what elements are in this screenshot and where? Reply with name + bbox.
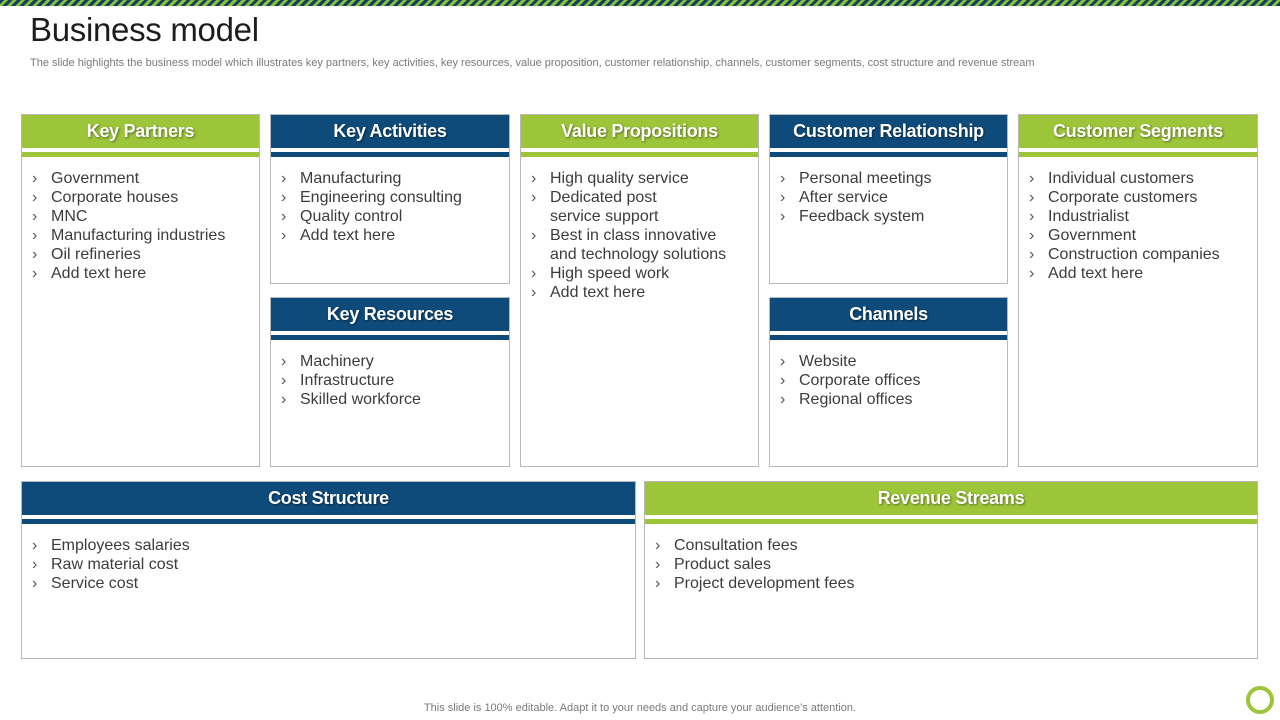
list-item (32, 207, 259, 226)
revenue-streams-list (645, 524, 1257, 593)
list-item (1029, 207, 1257, 226)
list-item-text: Corporate houses (51, 189, 179, 206)
revenue-streams-card (644, 481, 1258, 659)
list-item (1029, 245, 1257, 264)
key-partners-card (21, 114, 260, 467)
list-item (780, 390, 1007, 409)
list-item (32, 264, 259, 283)
chevron-right-icon: › (531, 170, 537, 187)
customer-segments-card (1018, 114, 1258, 467)
list-item-text: Add text here (550, 284, 646, 301)
cost-structure-heading: Cost Structure (22, 482, 635, 515)
list-item (281, 390, 509, 409)
list-item-text: Engineering consulting (300, 189, 462, 206)
customer-relationship-list (770, 157, 1007, 226)
list-item (32, 169, 259, 188)
list-item-text: Machinery (300, 353, 374, 370)
chevron-right-icon: › (655, 575, 661, 592)
list-item (780, 188, 1007, 207)
list-item (531, 283, 758, 302)
customer-segments-heading: Customer Segments (1019, 115, 1257, 148)
list-item (32, 245, 259, 264)
list-item-text: Add text here (51, 265, 147, 282)
revenue-streams-heading: Revenue Streams (645, 482, 1257, 515)
key-resources-card (270, 297, 510, 467)
list-item (281, 188, 509, 207)
list-item (281, 226, 509, 245)
list-item (780, 169, 1007, 188)
list-item-text: Add text here (1048, 265, 1144, 282)
chevron-right-icon: › (780, 372, 786, 389)
chevron-right-icon: › (1029, 189, 1035, 206)
list-item (281, 207, 509, 226)
list-item-text: Government (51, 170, 140, 187)
chevron-right-icon: › (32, 170, 38, 187)
chevron-right-icon: › (32, 208, 38, 225)
list-item-text: High speed work (550, 265, 670, 282)
value-propositions-list (521, 157, 758, 302)
value-propositions-card (520, 114, 759, 467)
chevron-right-icon: › (780, 391, 786, 408)
chevron-right-icon: › (281, 189, 287, 206)
key-resources-heading: Key Resources (271, 298, 509, 331)
list-item-text: Project development fees (674, 575, 855, 592)
cost-structure-list (22, 524, 635, 593)
list-item (1029, 226, 1257, 245)
customer-relationship-heading: Customer Relationship (770, 115, 1007, 148)
list-item-text: Dedicated post service support (550, 189, 659, 225)
key-activities-list (271, 157, 509, 245)
list-item (1029, 188, 1257, 207)
chevron-right-icon: › (32, 227, 38, 244)
chevron-right-icon: › (281, 353, 287, 370)
list-item (32, 188, 259, 207)
list-item (531, 226, 758, 264)
list-item-text: Construction companies (1048, 246, 1220, 263)
list-item (780, 352, 1007, 371)
chevron-right-icon: › (1029, 170, 1035, 187)
chevron-right-icon: › (281, 227, 287, 244)
list-item (655, 555, 1257, 574)
chevron-right-icon: › (655, 556, 661, 573)
chevron-right-icon: › (32, 556, 38, 573)
list-item (655, 574, 1257, 593)
list-item-text: Industrialist (1048, 208, 1129, 225)
list-item-text: Raw material cost (51, 556, 179, 573)
list-item (1029, 264, 1257, 283)
chevron-right-icon: › (32, 537, 38, 554)
chevron-right-icon: › (780, 170, 786, 187)
list-item (281, 371, 509, 390)
list-item-text: Manufacturing industries (51, 227, 226, 244)
top-decorative-stripe (0, 0, 1280, 6)
customer-relationship-card (769, 114, 1008, 284)
chevron-right-icon: › (531, 284, 537, 301)
page-title: Business model (30, 11, 259, 48)
list-item (281, 352, 509, 371)
channels-card (769, 297, 1008, 467)
list-item-text: Corporate offices (799, 372, 921, 389)
key-partners-heading: Key Partners (22, 115, 259, 148)
chevron-right-icon: › (32, 189, 38, 206)
list-item (655, 536, 1257, 555)
list-item-text: Consultation fees (674, 537, 798, 554)
key-activities-heading: Key Activities (271, 115, 509, 148)
list-item (32, 536, 635, 555)
chevron-right-icon: › (1029, 246, 1035, 263)
list-item-text: Employees salaries (51, 537, 190, 554)
list-item-text: Feedback system (799, 208, 925, 225)
chevron-right-icon: › (281, 208, 287, 225)
chevron-right-icon: › (1029, 208, 1035, 225)
chevron-right-icon: › (780, 208, 786, 225)
channels-heading: Channels (770, 298, 1007, 331)
chevron-right-icon: › (281, 391, 287, 408)
list-item-text: Manufacturing (300, 170, 402, 187)
list-item (281, 169, 509, 188)
chevron-right-icon: › (32, 246, 38, 263)
list-item-text: Personal meetings (799, 170, 932, 187)
list-item (780, 207, 1007, 226)
list-item (531, 188, 758, 226)
key-resources-list (271, 340, 509, 409)
list-item-text: Oil refineries (51, 246, 141, 263)
key-activities-card (270, 114, 510, 284)
chevron-right-icon: › (780, 189, 786, 206)
footer-note: This slide is 100% editable. Adapt it to your needs and capture your audience’s attention. (423, 702, 857, 714)
chevron-right-icon: › (32, 265, 38, 282)
chevron-right-icon: › (531, 265, 537, 282)
list-item (531, 264, 758, 283)
channels-list (770, 340, 1007, 409)
list-item-text: Infrastructure (300, 372, 395, 389)
page-subtitle: The slide highlights the business model which illustrates key partners, key activities, key resources, value proposition, customer relationship, channels, customer segments, cost structure and revenue stream (30, 57, 1035, 69)
list-item-text: Product sales (674, 556, 771, 573)
chevron-right-icon: › (1029, 227, 1035, 244)
value-propositions-heading: Value Propositions (521, 115, 758, 148)
list-item (32, 226, 259, 245)
list-item-text: Service cost (51, 575, 139, 592)
chevron-right-icon: › (531, 189, 537, 206)
list-item-text: Individual customers (1048, 170, 1194, 187)
chevron-right-icon: › (655, 537, 661, 554)
list-item-text: High quality service (550, 170, 689, 187)
cost-structure-card (21, 481, 636, 659)
list-item (32, 555, 635, 574)
list-item-text: Skilled workforce (300, 391, 421, 408)
list-item-text: Regional offices (799, 391, 913, 408)
chevron-right-icon: › (32, 575, 38, 592)
list-item (1029, 169, 1257, 188)
list-item-text: After service (799, 189, 888, 206)
list-item-text: MNC (51, 208, 88, 225)
chevron-right-icon: › (780, 353, 786, 370)
chevron-right-icon: › (281, 170, 287, 187)
list-item-text: Website (799, 353, 857, 370)
list-item (780, 371, 1007, 390)
list-item-text: Quality control (300, 208, 403, 225)
chevron-right-icon: › (531, 227, 537, 244)
chevron-right-icon: › (1029, 265, 1035, 282)
list-item-text: Add text here (300, 227, 396, 244)
chevron-right-icon: › (281, 372, 287, 389)
key-partners-list (22, 157, 259, 283)
list-item (531, 169, 758, 188)
decorative-ring-icon (1246, 686, 1274, 714)
customer-segments-list (1019, 157, 1257, 283)
list-item-text: Government (1048, 227, 1137, 244)
list-item-text: Best in class innovative and technology solutions (550, 227, 727, 263)
list-item-text: Corporate customers (1048, 189, 1198, 206)
list-item (32, 574, 635, 593)
